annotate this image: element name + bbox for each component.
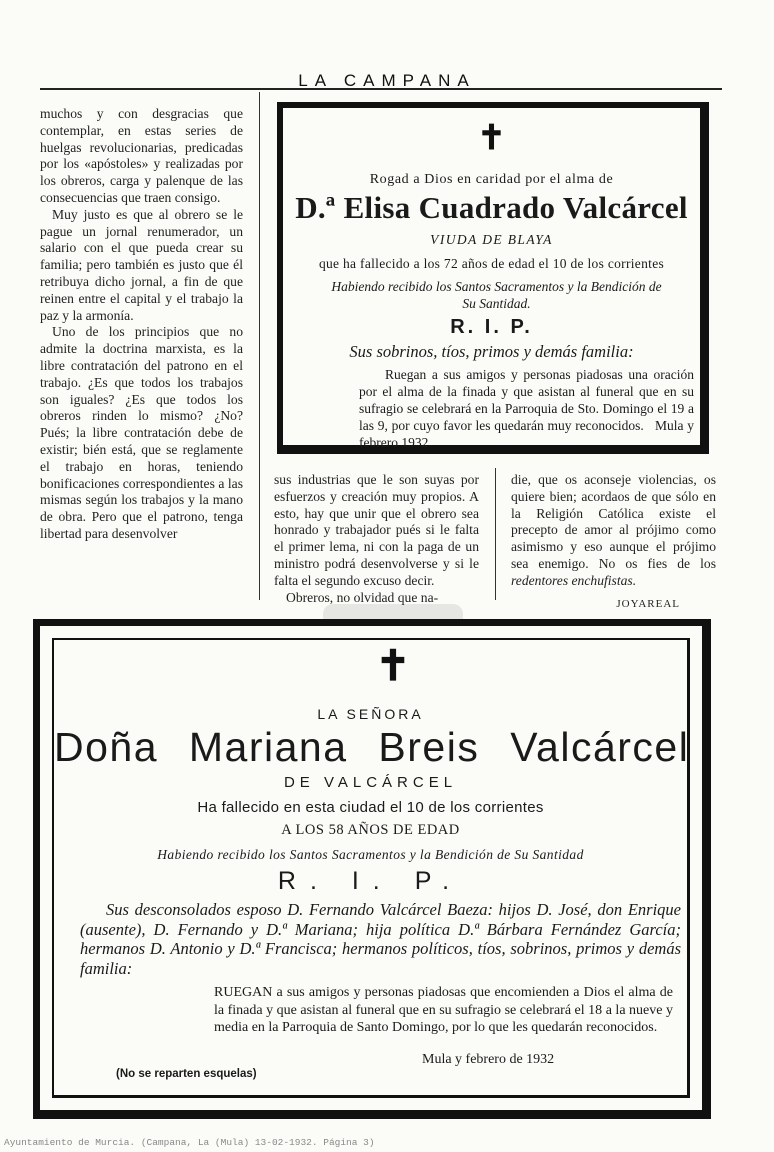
article-author: JOYAREAL [616, 597, 680, 610]
obituary-1-fallecido: que ha fallecido a los 72 años de edad el 10 de los corrientes [318, 256, 665, 271]
left-paragraph-3: Uno de los principios que no admite la doctrina marxista, es la libre contratación del patrono en el trabajo. ¿Es que todos los trabajos son iguales? ¿Es que todos los obreros rinden lo mismo? ¿No? Pués; la libre contratación debe de existir; bién está, que se reglamente el trabajo en horas, teniendo bonificaciones correspondientes a las mismas según los trabajos y la mano de obra. Pero que el patrono, tenga libertad para desenvolver [40, 324, 243, 541]
obituary-1-rip: R. I. P. [450, 316, 533, 338]
left-paragraph-1: muchos y con desgracias que contemplar, en estas series de huelgas revolucionarias, predicadas por los «apóstoles» y realizadas por los obreros, carga y palenque de las consecuencias que traen consigo. [40, 106, 243, 205]
obituary-1-ruegan [359, 366, 694, 451]
middle-paragraph-1: sus industrias que le son suyas por esfuerzos y creación muy propios. A esto, hay que unir que el obrero sea honrado y trabajador pués si le falta el primer lema, ni con la paga de un ministro podrá desenvolverse y si le falta el segundo excuso decir. [274, 472, 479, 588]
obituary-1-habiendo: Habiendo recibido los Santos Sacramentos y la Bendición de Su Santidad. [331, 279, 662, 311]
left-paragraph-2: Muy justo es que al obrero se le pague un jornal renumerador, un salario con el que pueda crear su familia; pero también es justo que él retribuya dicho jornal, a fin de que reinen entre el capital y el trabajo la paz y la armonía. [40, 206, 243, 323]
obituary-2-date: Mula y febrero de 1932 [422, 1052, 555, 1067]
obituary-1-name: D.ª Elisa Cuadrado Valcárcel [295, 190, 688, 225]
right-paragraph [511, 472, 716, 590]
obituary-2-rip: R. I. P. [277, 867, 464, 895]
obituary-box-1 [277, 102, 709, 454]
masthead-rule [40, 88, 722, 90]
left-column [40, 106, 243, 543]
obituary-1-ruegan-text: Ruegan a sus amigos y personas piadosas una oración por el alma de la finada y que asistan al funeral que en su sufragio se celebrará en la Parroquia de Sto. Domingo el 19 a las 9, por cuyo favor les quedarán muy reconocidos. [359, 367, 694, 433]
obituary-2-de: DE VALCÁRCEL [283, 774, 458, 791]
cross-icon-2: ✝ [375, 644, 411, 690]
obituary-2-name: Doña Mariana Breis Valcárcel [54, 724, 690, 770]
middle-column [274, 472, 479, 606]
masthead-title: LA CAMPANA [298, 71, 476, 90]
obituary-2-ruegan [214, 984, 673, 1037]
right-paragraph-italic: redentores enchufistas. [511, 572, 637, 588]
obituary-2-senora: LA SEÑORA [317, 706, 424, 722]
archive-footer: Ayuntamiento de Murcia. (Campana, La (Mula) 13-02-1932. Página 3) [4, 1137, 375, 1148]
right-column [511, 472, 716, 612]
obituary-2-fallecido: Ha fallecido en esta ciudad el 10 de los corrientes [197, 799, 544, 816]
obituary-1-viuda: VIUDA DE BLAYA [430, 232, 553, 247]
cross-icon: ✝ [477, 120, 506, 157]
obituary-2-family: Sus desconsolados esposo D. Fernando Valcárcel Baeza: hijos D. José, don Enrique (ausente), D. Fernando y D.ª Mariana; hija política D.ª Bárbara Fernández García; hermanos D. Antonio y D.ª Francisca; hermanos políticos, tíos, sobrinos, primos y demás familia: [80, 900, 681, 978]
obituary-2-ruegan-text: RUEGAN a sus amigos y personas piadosas que encomienden a Dios el alma de la finada y que asistan al funeral que en su sufragio se celebrará el 18 a la nueve y media en la Parroquia de Santo Domingo, por lo que les quedarán reconocidos. [214, 985, 673, 1035]
obituary-1-family: Sus sobrinos, tíos, primos y demás familia: [349, 342, 634, 361]
obituary-box-2 [33, 619, 711, 1119]
obituary-1-rogad: Rogad a Dios en caridad por el alma de [369, 172, 614, 187]
obituary-2-no-reparten: (No se reparten esquelas) [116, 1068, 257, 1080]
column-divider-left [259, 92, 260, 600]
right-paragraph-text: die, que os aconseje violencias, os quiere bien; acordaos de que sólo en la Religión Católica existe el precepto de amor al prójimo como asimismo y eso aunque el prójimo sea enemigo. No os fies de los [511, 472, 716, 571]
obituary-2-habiendo: Habiendo recibido los Santos Sacramentos y la Bendición de Su Santidad [157, 847, 584, 862]
obituary-2-edad: A LOS 58 AÑOS DE EDAD [281, 822, 460, 838]
obituary-1-date: Mula y febrero 1932. [359, 418, 694, 450]
column-divider-right [495, 468, 496, 600]
middle-paragraph-2: Obreros, no olvidad que na- [286, 589, 439, 605]
